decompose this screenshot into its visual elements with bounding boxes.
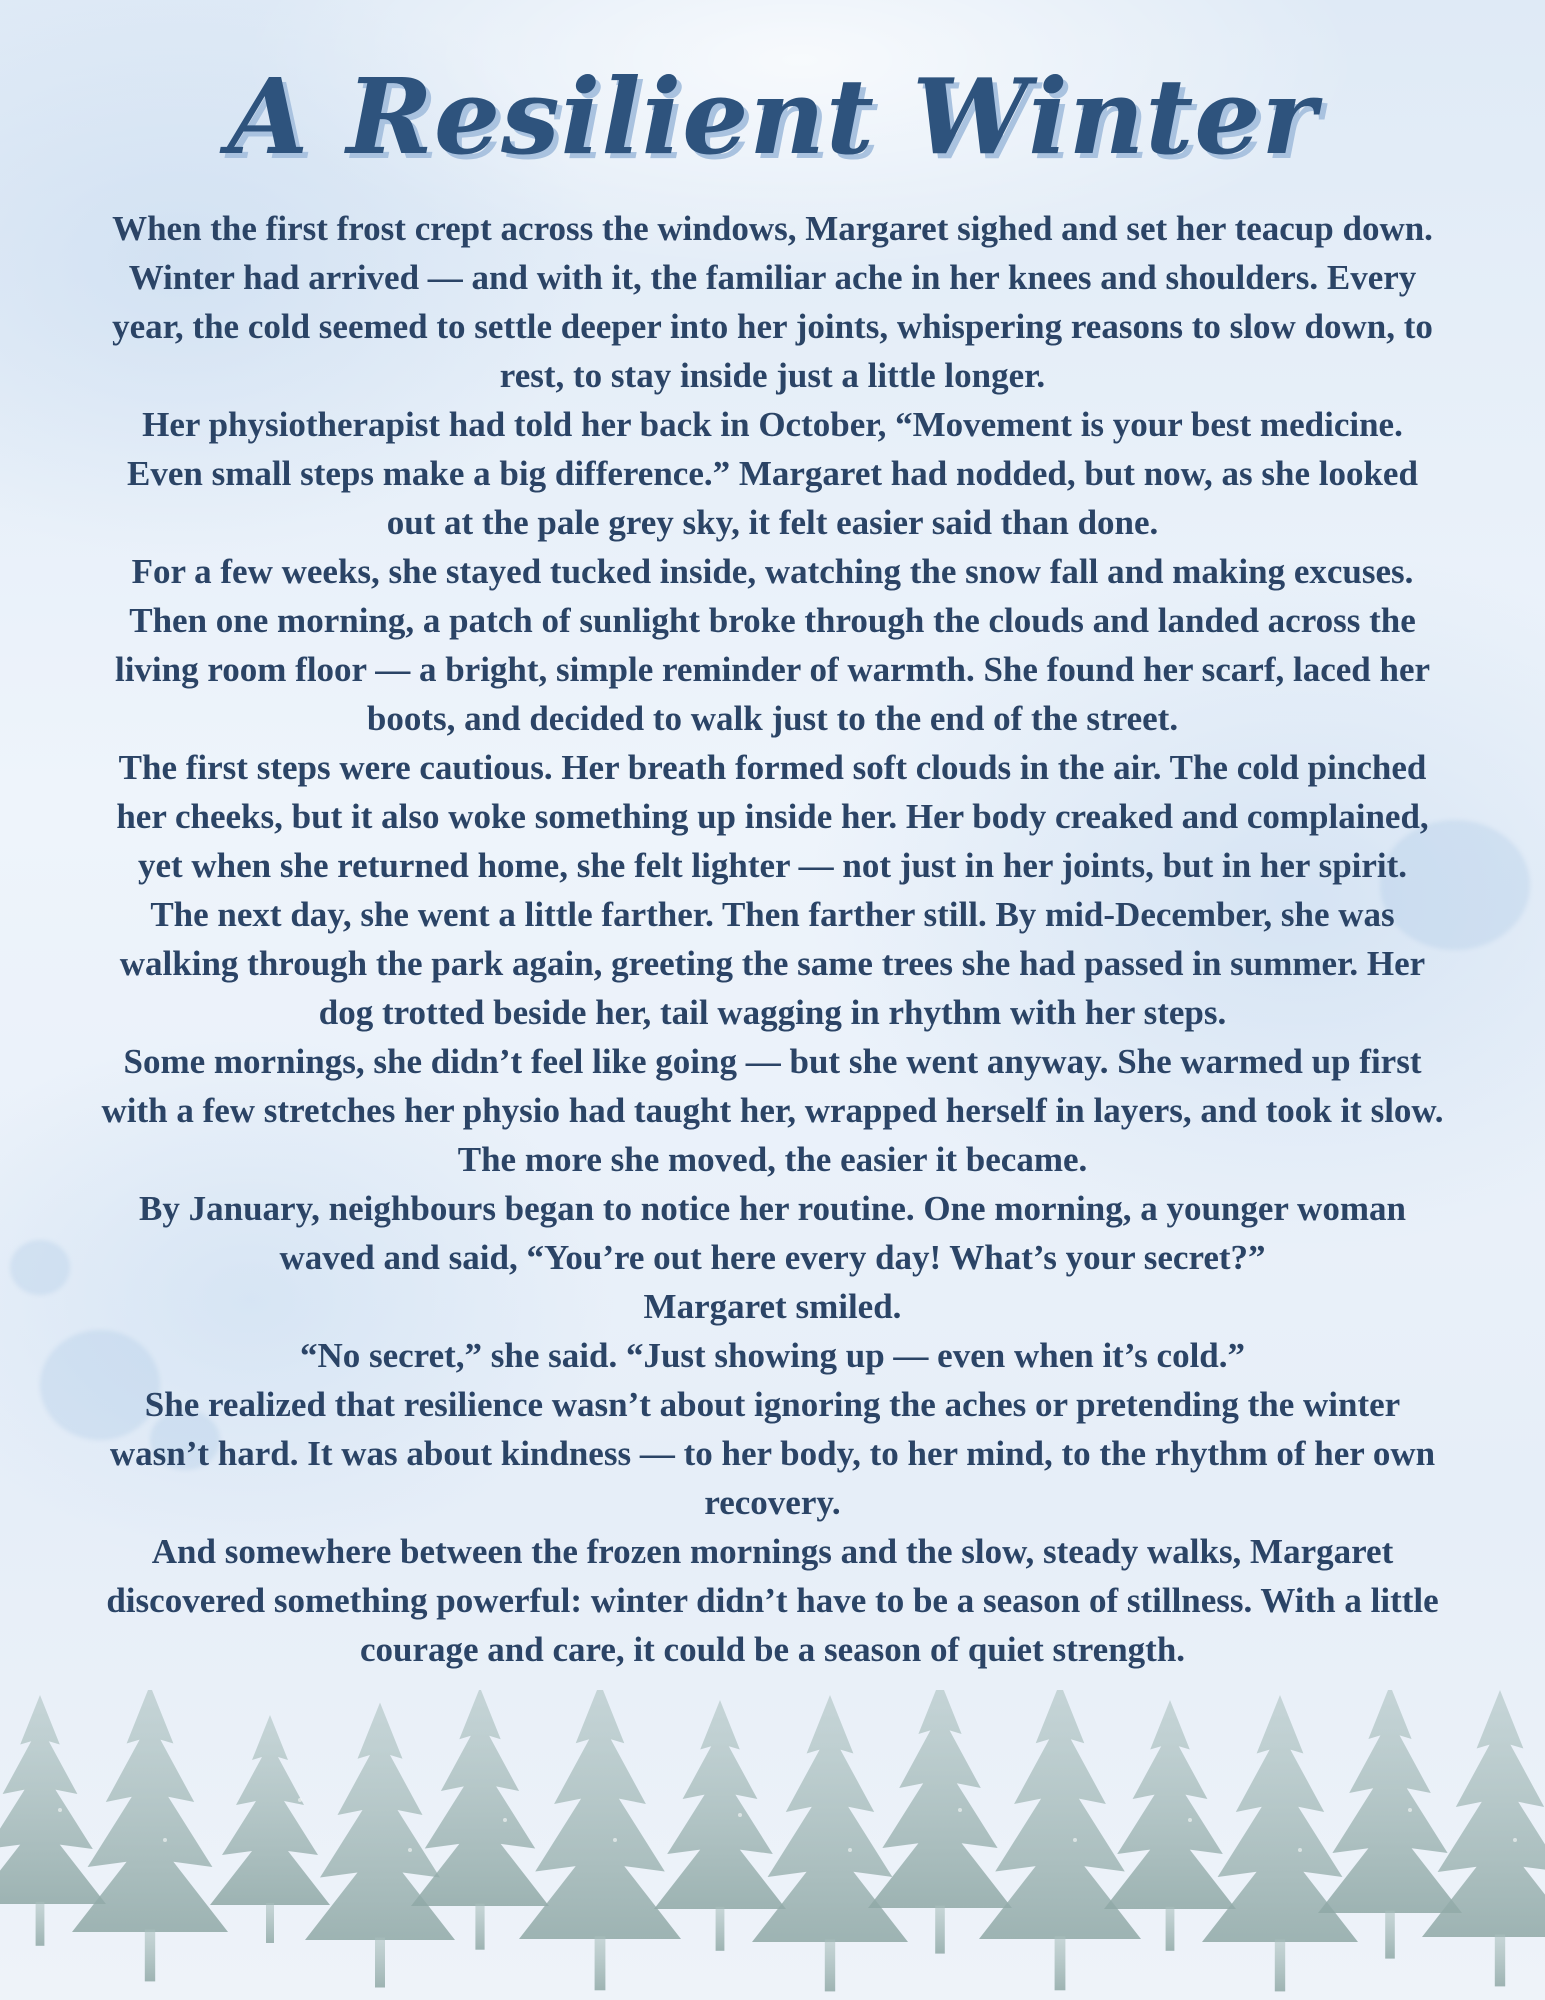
story-paragraph: Margaret smiled. <box>643 1287 902 1326</box>
story-paragraph: Some mornings, she didn’t feel like going — but she went anyway. She warmed up first with a few stretches her physio had taught her, wrapped herself in layers, and took it slow. The more she moved, the easier it became. <box>101 1042 1444 1179</box>
pine-tree-forest-illustration <box>0 1690 1545 2000</box>
story-paragraph: By January, neighbours began to notice her routine. One morning, a younger woman waved and said, “You’re out here every day! What’s your secret?” <box>139 1189 1406 1277</box>
watercolor-blob <box>10 1240 70 1295</box>
story-paragraph: When the first frost crept across the windows, Margaret sighed and set her teacup down. Winter had arrived — and with it, the familiar ache in her knees and shoulders. Every year, the cold seemed to settle deeper into her joints, whispering reasons to slow down, to rest, to stay inside just a little longer. <box>112 209 1433 395</box>
page-title: A Resilient Winter <box>227 55 1318 178</box>
story-paragraph: She realized that resilience wasn’t about ignoring the aches or pretending the winter wasn’t hard. It was about kindness — to her body, to her mind, to the rhythm of her own recovery. <box>109 1385 1436 1522</box>
story-paragraph: For a few weeks, she stayed tucked inside, watching the snow fall and making excuses. Then one morning, a patch of sunlight broke through the clouds and landed across the living room floor — a bright, simple reminder of warmth. She found her scarf, laced her boots, and decided to walk just to the end of the street. <box>114 552 1431 738</box>
story-paragraph: The first steps were cautious. Her breath formed soft clouds in the air. The cold pinched her cheeks, but it also woke something up inside her. Her body creaked and complained, yet when she returned home, she felt lighter — not just in her joints, but in her spirit. <box>116 748 1429 885</box>
story-paragraph: Her physiotherapist had told her back in October, “Movement is your best medicine. Even small steps make a big difference.” Margaret had nodded, but now, as she looked out at the pale grey sky, it felt easier said than done. <box>127 405 1418 542</box>
story-paragraph: The next day, she went a little farther. Then farther still. By mid-December, she was walking through the park again, greeting the same trees she had passed in summer. Her dog trotted beside her, tail wagging in rhythm with her steps. <box>119 895 1426 1032</box>
story-body <box>100 204 1445 1674</box>
story-paragraph: “No secret,” she said. “Just showing up — even when it’s cold.” <box>299 1336 1246 1375</box>
story-paragraph: And somewhere between the frozen mornings and the slow, steady walks, Margaret discovered something powerful: winter didn’t have to be a season of stillness. With a little courage and care, it could be a season of quiet strength. <box>106 1532 1439 1669</box>
